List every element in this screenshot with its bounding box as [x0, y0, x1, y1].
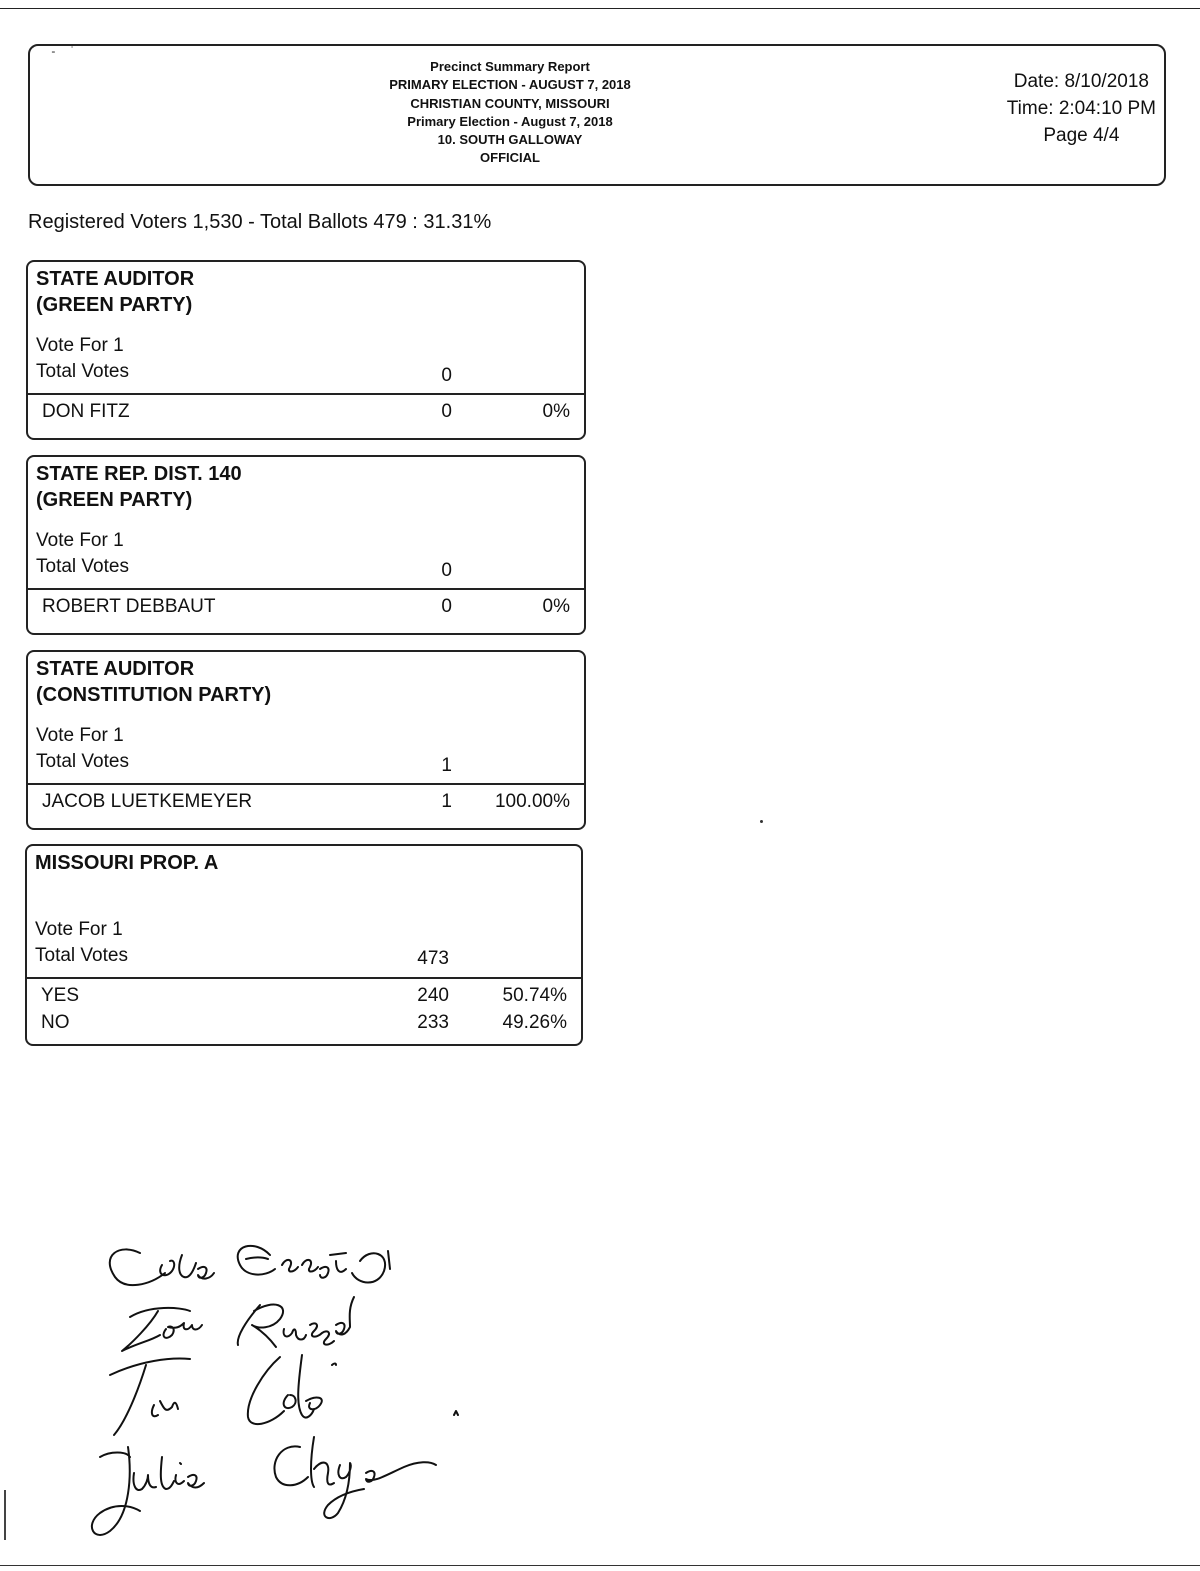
report-date: Date: 8/10/2018 — [1013, 71, 1149, 92]
scan-marks: ˙ - ˙ — [32, 44, 81, 58]
total-votes-value: 0 — [441, 560, 452, 581]
candidate-percent: 0% — [542, 596, 570, 617]
divider — [27, 977, 581, 979]
scan-edge-mark — [4, 1490, 6, 1540]
total-votes-value: 1 — [441, 755, 452, 776]
vote-for-label: Vote For 1 — [36, 335, 124, 356]
contest-title — [36, 461, 242, 513]
signature-2 — [122, 1297, 354, 1351]
divider — [28, 783, 584, 785]
contest-title — [36, 656, 271, 708]
candidate-votes: 240 — [417, 985, 449, 1006]
election-subtitle: Primary Election - August 7, 2018 — [407, 113, 613, 129]
candidate-row — [27, 1012, 581, 1038]
contest-title — [35, 850, 218, 876]
total-votes-value: 0 — [441, 365, 452, 386]
candidate-row — [28, 596, 584, 622]
vote-for-label: Vote For 1 — [35, 919, 123, 940]
signature-1 — [110, 1246, 390, 1285]
candidate-votes: 0 — [441, 596, 452, 617]
contest-party-line: (CONSTITUTION PARTY) — [36, 684, 272, 706]
candidate-votes: 1 — [441, 791, 452, 812]
total-votes-label: Total Votes — [36, 751, 129, 772]
candidate-name: JACOB LUETKEMEYER — [42, 791, 253, 812]
page-number: Page 4/4 — [1043, 125, 1120, 146]
report-title: Precinct Summary Report — [430, 59, 590, 74]
contest-title-line: STATE REP. DIST. 140 — [36, 463, 242, 485]
election-name: PRIMARY ELECTION - AUGUST 7, 2018 — [389, 77, 631, 93]
vote-for-label: Vote For 1 — [36, 530, 124, 551]
contest-box — [26, 650, 586, 830]
candidate-votes: 0 — [441, 401, 452, 422]
report-meta — [1007, 68, 1156, 149]
signature-4 — [92, 1411, 458, 1535]
turnout-summary: Registered Voters 1,530 - Total Ballots 479 : 31.31% — [28, 211, 492, 233]
candidate-percent: 0% — [542, 401, 570, 422]
contest-party-line: (GREEN PARTY) — [36, 294, 193, 316]
candidate-name: NO — [41, 1012, 70, 1033]
contest-title-line: STATE AUDITOR — [36, 658, 195, 680]
signature-3 — [110, 1355, 336, 1435]
total-votes-value: 473 — [417, 948, 449, 969]
candidate-votes: 233 — [417, 1012, 449, 1033]
contest-box — [26, 260, 586, 440]
contest-box — [25, 844, 583, 1046]
candidate-percent: 50.74% — [502, 985, 567, 1006]
total-votes-label: Total Votes — [36, 556, 129, 577]
candidate-percent: 49.26% — [502, 1012, 567, 1033]
signature-block — [70, 1225, 490, 1555]
contest-party-line: (GREEN PARTY) — [36, 489, 193, 511]
contest-title-line: MISSOURI PROP. A — [35, 852, 219, 874]
county-name: CHRISTIAN COUNTY, MISSOURI — [410, 95, 610, 111]
total-votes-label: Total Votes — [35, 945, 128, 966]
report-time: Time: 2:04:10 PM — [1006, 98, 1156, 119]
candidate-name: ROBERT DEBBAUT — [42, 596, 216, 617]
scan-speck — [760, 820, 763, 823]
candidate-row — [28, 791, 584, 817]
contest-title-line: STATE AUDITOR — [36, 268, 195, 290]
total-votes-label: Total Votes — [36, 361, 129, 382]
contest-box — [26, 455, 586, 635]
report-title-block — [320, 58, 700, 168]
scan-edge-bottom — [0, 1565, 1200, 1566]
report-header — [28, 44, 1166, 186]
candidate-row — [27, 985, 581, 1011]
candidate-row — [28, 401, 584, 427]
handwritten-signatures — [70, 1225, 490, 1555]
precinct-name: 10. SOUTH GALLOWAY — [437, 132, 583, 148]
vote-for-label: Vote For 1 — [36, 725, 124, 746]
official-label: OFFICIAL — [480, 150, 540, 166]
divider — [28, 588, 584, 590]
candidate-name: YES — [41, 985, 80, 1006]
candidate-name: DON FITZ — [42, 401, 130, 422]
scan-edge-top — [0, 0, 1200, 9]
candidate-percent: 100.00% — [494, 791, 570, 812]
divider — [28, 393, 584, 395]
contest-title — [36, 266, 194, 318]
